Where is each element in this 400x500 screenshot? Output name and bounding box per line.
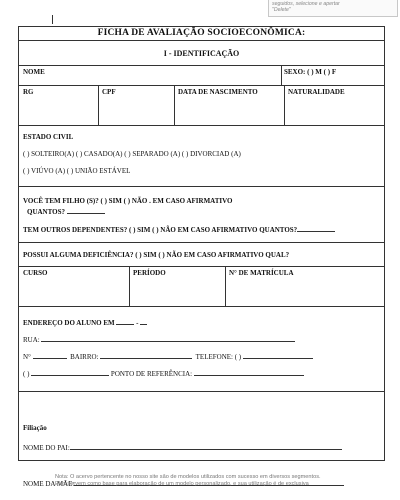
ponto-pre-blank[interactable] xyxy=(31,368,109,376)
rua-field[interactable] xyxy=(23,334,295,345)
pai-field[interactable] xyxy=(23,442,342,453)
deficiencia-row xyxy=(19,243,384,267)
form-title: FICHA DE AVALIAÇÃO SOCIOECONÔMICA: xyxy=(97,28,306,38)
telefone-blank[interactable] xyxy=(243,351,313,359)
bairro-blank[interactable] xyxy=(100,351,192,359)
endereco-title-label: ENDEREÇO DO ALUNO EM xyxy=(23,319,115,327)
tooltip-line-1: seguidos, selecione e apertar xyxy=(272,1,340,7)
estado-civil-title: ESTADO CIVIL xyxy=(23,133,74,141)
endereco-blank-2[interactable] xyxy=(140,317,147,325)
bairro-label: BAIRRO: xyxy=(70,353,99,361)
note-text-1: O acervo pertencente no nosso site são de modelos utilizados com sucesso em diversos segmentos. xyxy=(69,474,321,480)
endereco-blank-1[interactable] xyxy=(116,317,134,325)
periodo-label: PERÍODO xyxy=(133,269,166,277)
filhos-quantos-label: QUANTOS? xyxy=(27,208,65,216)
dependentes-question[interactable] xyxy=(23,224,335,235)
note-line-1 xyxy=(55,474,355,481)
curso-row xyxy=(19,267,384,307)
estado-civil-options-2[interactable]: ( ) VIÚVO (A) ( ) UNIÃO ESTÁVEL xyxy=(23,167,131,175)
telefone-label: TELEFONE: ( ) xyxy=(195,353,242,361)
endereco-row xyxy=(19,307,384,392)
filhos-quantos-blank[interactable] xyxy=(67,206,105,214)
pai-blank[interactable] xyxy=(70,442,342,450)
filhos-row xyxy=(19,187,384,243)
divider xyxy=(98,86,99,125)
matricula-label: N° DE MATRÍCULA xyxy=(229,269,294,277)
documentos-row xyxy=(19,86,384,126)
numero-label: N° xyxy=(23,353,31,361)
curso-label: CURSO xyxy=(23,269,48,277)
filhos-question[interactable]: VOCÊ TEM FILHO (S)? ( ) SIM ( ) NÃO . EM CASO AFIRMATIVO xyxy=(23,197,233,205)
naturalidade-label: NATURALIDADE xyxy=(288,88,345,96)
mae-label: NOME DA MÃE: xyxy=(23,480,75,488)
tooltip-hint xyxy=(268,0,398,17)
dependentes-question-label: TEM OUTROS DEPENDENTES? ( ) SIM ( ) NÃO EM CASO AFIRMATIVO QUANTOS? xyxy=(23,226,298,234)
ponto-referencia-field[interactable] xyxy=(23,368,304,379)
divider xyxy=(281,66,282,85)
ponto-label: PONTO DE REFERÊNCIA: xyxy=(110,370,193,378)
nome-row xyxy=(19,66,384,86)
estado-civil-options-1[interactable]: ( ) SOLTEIRO(A) ( ) CASADO(A) ( ) SEPARADO (A) ( ) DIVORCIAD (A) xyxy=(23,150,241,158)
pai-label: NOME DO PAI: xyxy=(23,444,70,452)
estado-civil-row xyxy=(19,126,384,187)
section-identificacao-row xyxy=(19,41,384,66)
note-prefix: Nota: xyxy=(55,474,69,480)
footer-note xyxy=(55,474,355,488)
deficiencia-question[interactable]: POSSUI ALGUMA DEFICIÊNCIA? ( ) SIM ( ) NÃO EM CASO AFIRMATIVO QUAL? xyxy=(23,251,290,259)
note-line-2: Eles servem como base para elaboração de um modelo personalizado, e sua utilização é de exclusiva xyxy=(55,481,309,487)
ponto-pre-label: ( ) xyxy=(23,370,30,378)
nome-label: NOME xyxy=(23,68,45,76)
filiacao-title: Filiação xyxy=(23,424,47,432)
divider xyxy=(129,267,130,306)
rua-label: RUA: xyxy=(23,336,40,344)
divider xyxy=(225,267,226,306)
cpf-label: CPF xyxy=(102,88,116,96)
endereco-title: ENDEREÇO DO ALUNO EM - xyxy=(23,317,147,328)
nascimento-label: DATA DE NASCIMENTO xyxy=(178,88,258,96)
text-cursor xyxy=(52,15,53,24)
dependentes-blank[interactable] xyxy=(297,224,335,232)
numero-blank[interactable] xyxy=(33,351,67,359)
filhos-quantos[interactable] xyxy=(27,206,105,217)
rua-blank[interactable] xyxy=(41,334,295,342)
title-row xyxy=(19,27,384,41)
divider xyxy=(174,86,175,125)
numero-bairro-telefone-field[interactable] xyxy=(23,351,313,362)
rg-label: RG xyxy=(23,88,34,96)
sexo-field[interactable]: SEXO: ( ) M ( ) F xyxy=(284,68,337,76)
divider xyxy=(284,86,285,125)
ponto-blank[interactable] xyxy=(194,368,304,376)
section-identificacao-title: I - IDENTIFICAÇÃO xyxy=(163,49,240,58)
tooltip-line-2: "Delete" xyxy=(272,7,291,13)
